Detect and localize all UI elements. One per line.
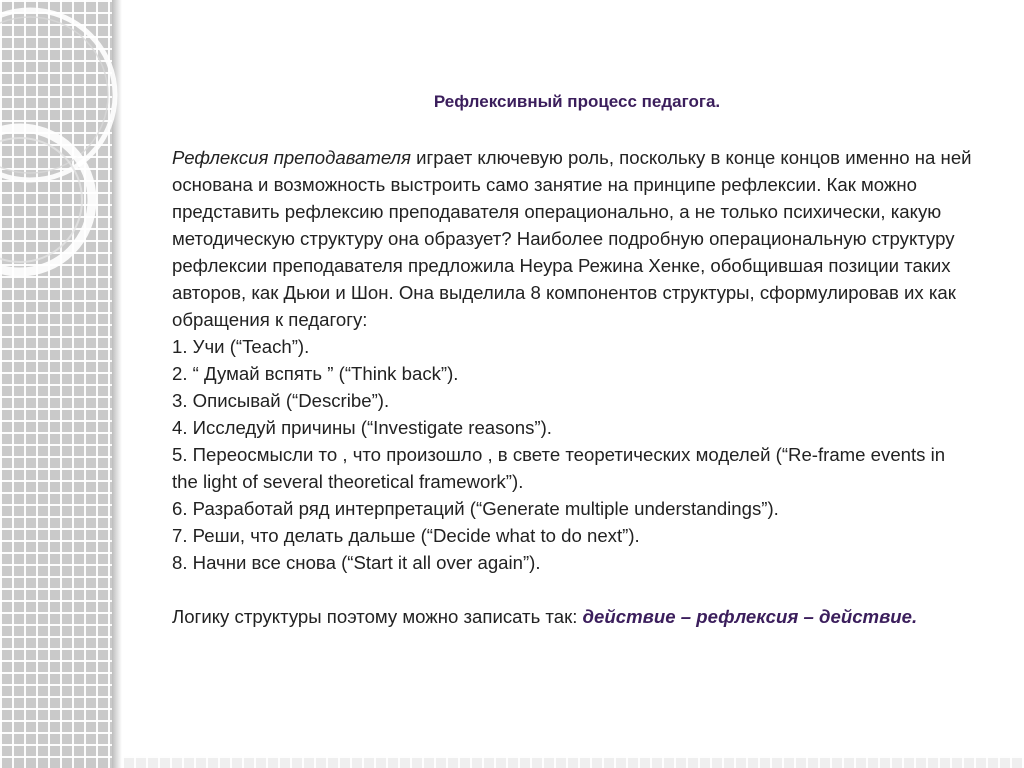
intro-paragraph xyxy=(172,144,972,333)
list-item: 1. Учи (“Teach”). xyxy=(172,336,310,357)
list-item: 3. Описывай (“Describe”). xyxy=(172,390,390,411)
list-item: 4. Исследуй причины (“Investigate reasons”). xyxy=(172,417,552,438)
conclusion-emphasis: действие – рефлексия – действие. xyxy=(582,606,918,627)
conclusion-text: Логику структуры поэтому можно записать так: xyxy=(172,606,583,627)
components-list xyxy=(172,333,972,576)
list-item: 7. Реши, что делать дальше (“Decide what to do next”). xyxy=(172,525,640,546)
bottom-tile-strip xyxy=(122,756,1024,768)
slide-content xyxy=(172,92,972,630)
decorative-tile-strip xyxy=(0,0,112,768)
list-item: 2. “ Думай вспять ” (“Think back”). xyxy=(172,363,459,384)
list-item: 8. Начни все снова (“Start it all over again”). xyxy=(172,552,541,573)
conclusion-paragraph xyxy=(172,603,972,630)
list-item: 5. Переосмысли то , что произошло , в свете теоретических моделей (“Re-frame events in the light of several theoretical framework”). xyxy=(172,444,946,492)
intro-text: играет ключевую роль, поскольку в конце концов именно на ней основана и возможность выстроить само занятие на принципе рефлексии. Как можно представить рефлексию преподавателя операционально, а не только психически, какую методическую структуру она образует? Наиболее подробную операциональную структуру рефлексии преподавателя предложила Неура Режина Хенке, обобщившая позиции таких авторов, как Дьюи и Шон. Она выделила 8 компонентов структуры, сформулировав их как обращения к педагогу: xyxy=(172,147,972,330)
list-item: 6. Разработай ряд интерпретаций (“Generate multiple understandings”). xyxy=(172,498,779,519)
slide-title: Рефлексивный процесс педагога. xyxy=(433,92,721,111)
tile-strip-shadow xyxy=(112,0,122,768)
intro-italic-term: Рефлексия преподавателя xyxy=(172,147,411,168)
